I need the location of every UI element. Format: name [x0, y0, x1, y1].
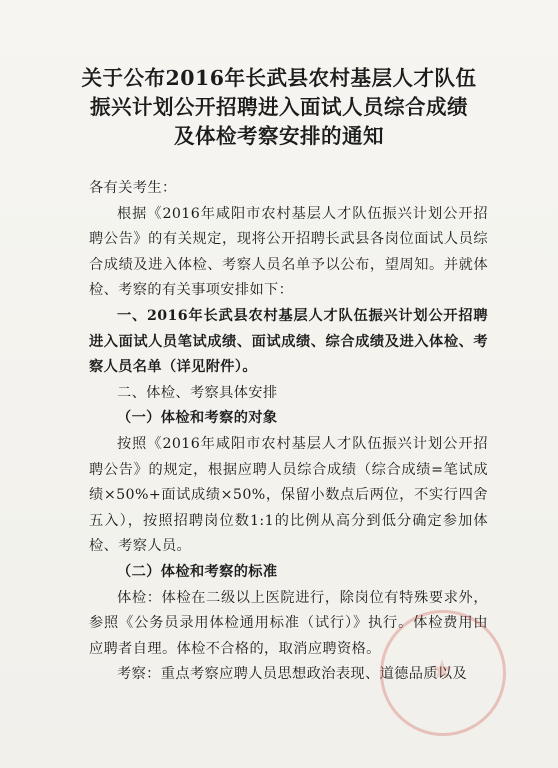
title-line-2: 振兴计划公开招聘进入面试人员综合成绩 [90, 95, 468, 119]
section-1-heading: 一、2016年长武县农村基层人才队伍振兴计划公开招聘进入面试人员笔试成绩、面试成绩、综合成绩及进入体检、考察人员名单（详见附件）。 [89, 307, 488, 376]
paragraph-intro: 根据《2016年咸阳市农村基层人才队伍振兴计划公开招聘公告》的有关规定，现将公开招聘长武县各岗位面试人员综合成绩及进入体检、考察人员名单予以公布，望周知。并就体检、考察的有关事项安排如下： [89, 205, 488, 299]
section-2-heading: 二、体检、考察具体安排 [117, 384, 278, 401]
paragraph-medical-exam: 体检：体检在二级以上医院进行，除岗位有特殊要求外，参照《公务员录用体检通用标准（试行）》执行。体检费用由应聘者自理。体检不合格的，取消应聘资格。 [89, 589, 488, 657]
official-seal-stamp [380, 610, 506, 736]
paragraph-inspection: 考察：重点考察应聘人员思想政治表现、道德品质以及 [117, 666, 468, 683]
salutation: 各有关考生： [89, 180, 177, 196]
title-line-1: 关于公布2016年长武县农村基层人才队伍 [81, 66, 477, 90]
paragraph-subjects: 按照《2016年咸阳市农村基层人才队伍振兴计划公开招聘公告》的规定，根据应聘人员综合成绩（综合成绩=笔试成绩×50%+面试成绩×50%，保留小数点后两位，不实行四舍五入），按照招聘岗位数1:1的比例从高分到低分确定参加体检、考察人员。 [89, 435, 488, 555]
document-title [40, 64, 518, 151]
subsection-2-heading: （二）体检和考察的标准 [117, 563, 278, 580]
title-line-3: 及体检考察安排的通知 [174, 124, 384, 148]
subsection-1-heading: （一）体检和考察的对象 [117, 410, 278, 427]
